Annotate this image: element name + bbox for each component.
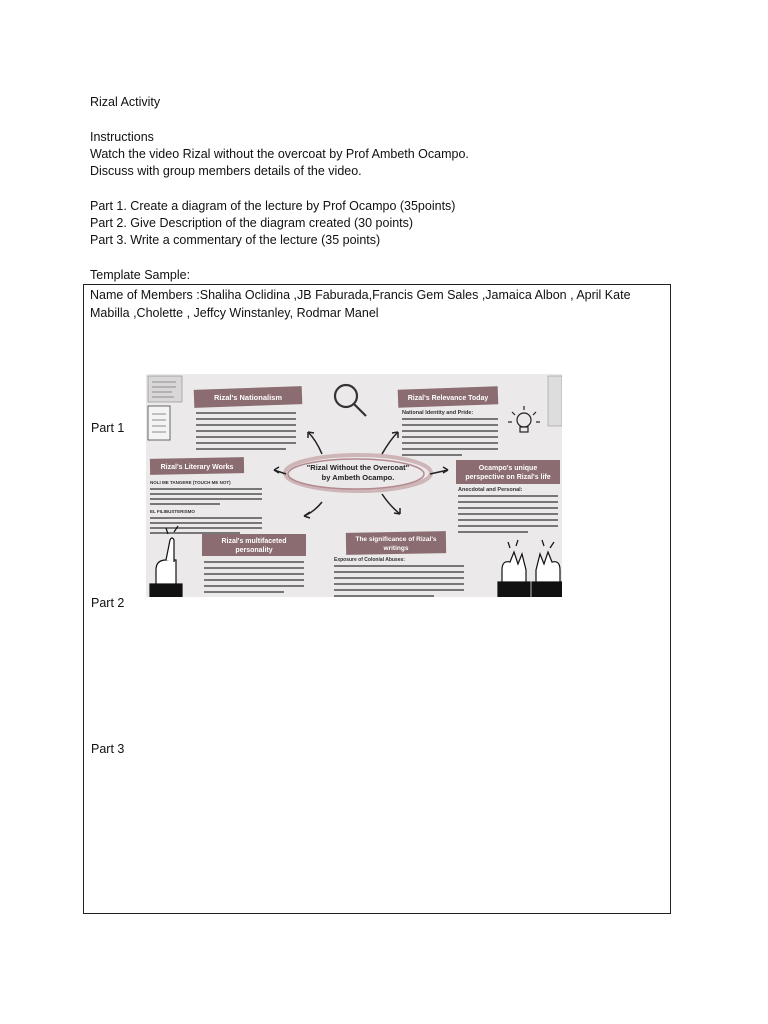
node-significance-line2: writings bbox=[383, 545, 409, 552]
node-perspective-line2: perspective on Rizal's life bbox=[465, 474, 551, 481]
node-perspective-line1: Ocampo's unique bbox=[478, 465, 538, 472]
node-significance-line1: The significance of Rizal's bbox=[355, 536, 437, 543]
node-literary-label: Rizal's Literary Works bbox=[160, 464, 234, 471]
members-line-2: Mabilla ,Cholette , Jeffcy Winstanley, Rodmar Manel bbox=[90, 306, 379, 320]
literary-subhead: NOLI ME TANGERE (TOUCH ME NOT) bbox=[150, 480, 231, 485]
paper-scrap-icon bbox=[548, 376, 562, 426]
doc-title: Rizal Activity bbox=[90, 95, 161, 109]
members-block bbox=[90, 286, 665, 322]
part-2-instruction: Part 2. Give Description of the diagram created (30 points) bbox=[90, 216, 414, 230]
node-nationalism-label: Rizal's Nationalism bbox=[213, 393, 283, 402]
part-2-label: Part 2 bbox=[91, 596, 125, 610]
part-3-instruction: Part 3. Write a commentary of the lecture (35 points) bbox=[90, 233, 381, 247]
node-personality-line1: Rizal's multifaceted bbox=[221, 538, 287, 545]
node-relevance-label: Rizal's Relevance Today bbox=[407, 395, 489, 402]
filibusterismo-subhead: EL FILIBUSTERISMO bbox=[150, 509, 195, 514]
newspaper-scrap-icon bbox=[148, 376, 182, 402]
node-personality-line2: personality bbox=[235, 547, 273, 554]
part-1-label: Part 1 bbox=[91, 421, 125, 435]
instruction-line-2: Discuss with group members details of the video. bbox=[90, 164, 362, 178]
center-title-line2: by Ambeth Ocampo. bbox=[321, 473, 395, 482]
lecture-diagram bbox=[146, 374, 562, 597]
notebook-icon bbox=[148, 406, 170, 440]
instruction-line-1: Watch the video Rizal without the overcoat by Prof Ambeth Ocampo. bbox=[90, 147, 469, 161]
members-line-1: Name of Members :Shaliha Oclidina ,JB Faburada,Francis Gem Sales ,Jamaica Albon , April Kate bbox=[90, 288, 631, 302]
template-label: Template Sample: bbox=[90, 268, 191, 282]
center-title-line1: "Rizal Without the Overcoat" bbox=[306, 463, 410, 472]
part-3-label: Part 3 bbox=[91, 742, 125, 756]
instructions-heading: Instructions bbox=[90, 130, 154, 144]
significance-subhead: Exposure of Colonial Abuses: bbox=[334, 557, 405, 563]
part-1-instruction: Part 1. Create a diagram of the lecture by Prof Ocampo (35points) bbox=[90, 199, 456, 213]
perspective-subhead: Anecdotal and Personal: bbox=[458, 487, 523, 493]
diagram-background bbox=[146, 374, 562, 597]
relevance-subhead: National Identity and Pride: bbox=[402, 410, 474, 416]
